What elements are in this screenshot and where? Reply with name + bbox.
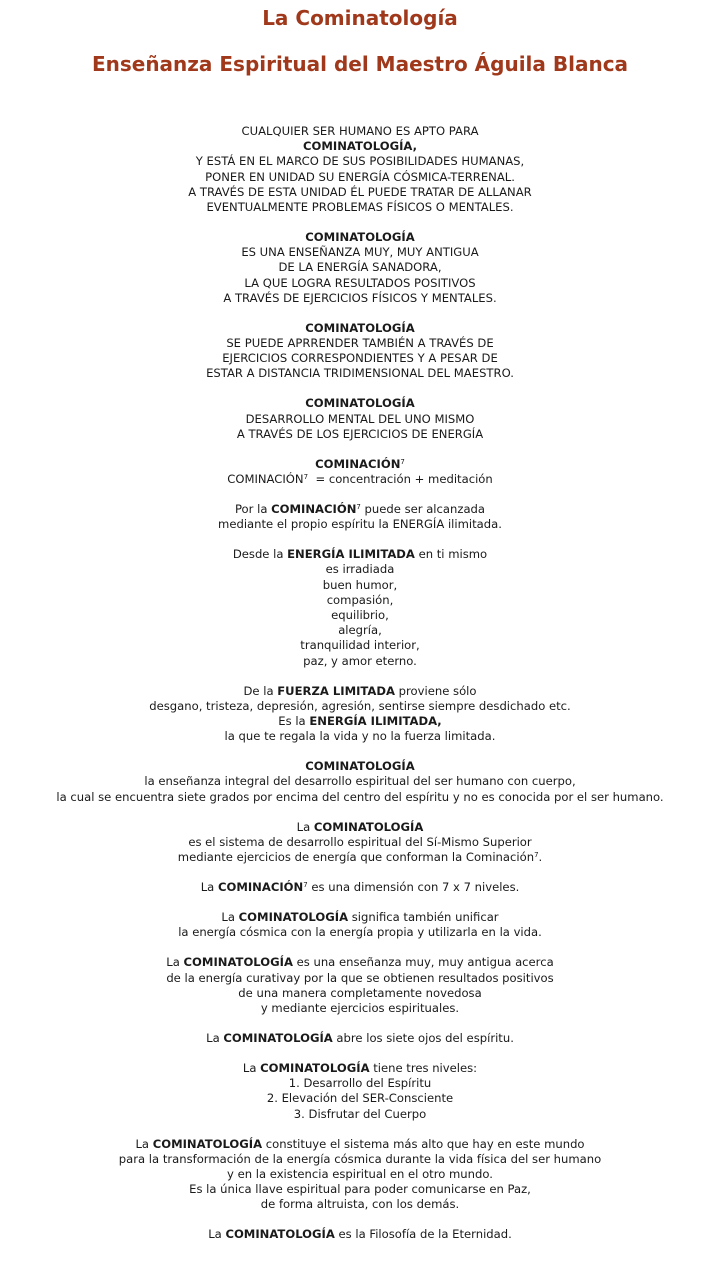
text-line [0,955,720,970]
keyword-cominatologia: COMINATOLOGÍA [183,955,293,970]
text-line: A TRAVÉS DE LOS EJERCICIOS DE ENERGÍA [236,426,484,441]
keyword-cominatologia: COMINATOLOGÍA [305,320,415,335]
paragraph-7 [0,547,720,669]
paragraph-2 [0,230,720,306]
keyword-cominatologia: COMINATOLOGÍA [223,1030,333,1045]
text-line [0,1137,720,1152]
page-subtitle: Enseñanza Espiritual del Maestro Águila Blanca [91,52,629,76]
keyword-energia-ilimitada: ENERGÍA ILIMITADA [287,547,415,562]
text-line [0,1031,720,1046]
keyword-cominatologia: COMINATOLOGÍA, [302,139,417,154]
text-fragment: Es la [278,714,310,729]
text-line: desgano, tristeza, depresión, agresión, sentirse siempre desdichado etc. [149,698,571,713]
text-line [0,1061,720,1076]
text-line: PONER EN UNIDAD SU ENERGÍA CÓSMICA-TERRENAL. [205,169,515,184]
keyword-cominatologia: COMINATOLOGÍA [313,819,424,834]
paragraph-8 [0,684,720,745]
text-line: SE PUEDE APRRENDER TAMBIÉN A TRAVÉS DE [226,336,494,351]
article-body [0,124,720,1257]
text-line: mediante el propio espíritu la ENERGÍA ilimitada. [218,517,502,532]
keyword-cominatologia: COMINATOLOGÍA [152,1136,263,1151]
paragraph-14 [0,1031,720,1046]
text-fragment: es una enseñanza muy, muy antigua acerca [292,955,554,970]
keyword-cominatologia: COMINATOLOGÍA [238,910,349,925]
text-line [0,396,720,411]
term-cominacion: COMINACIÓN [227,472,304,487]
superscript: 7 [303,881,308,890]
text-line: CUALQUIER SER HUMANO ES APTO PARA [241,124,479,138]
paragraph-16 [0,1137,720,1213]
formula-text: = concentración + meditación [315,472,493,487]
text-line: EJERCICIOS CORRESPONDIENTES Y A PESAR DE [222,351,498,366]
text-line: alegría, [338,623,382,638]
text-line: ES UNA ENSEÑANZA MUY, MUY ANTIGUA [241,245,479,260]
text-line [0,910,720,925]
text-line: de forma altruista, con los demás. [260,1197,460,1212]
text-fragment: es la Filosofía de la Eternidad. [334,1227,512,1242]
text-line [0,230,720,245]
text-fragment: puede ser alcanzada [360,502,486,517]
text-line: paz, y amor eterno. [303,653,417,668]
text-fragment: . [538,850,543,865]
text-fragment: significa también unificar [348,910,499,925]
text-line [0,880,720,895]
paragraph-13 [0,955,720,1016]
list-item: 2. Elevación del SER-Consciente [266,1091,454,1106]
text-fragment: La [166,955,184,970]
paragraph-6 [0,502,720,532]
text-fragment: en ti mismo [414,547,488,562]
text-fragment: La [200,880,218,895]
paragraph-1 [0,124,720,215]
paragraph-4 [0,396,720,442]
text-line [0,502,720,517]
text-line [0,684,720,699]
text-fragment: La [135,1136,153,1151]
text-line [0,850,720,865]
text-fragment: es una dimensión con 7 x 7 niveles. [307,880,520,895]
text-line: la energía cósmica con la energía propia y utilizarla en la vida. [178,925,542,940]
text-line: de una manera completamente novedosa [238,985,482,1000]
text-line: LA QUE LOGRA RESULTADOS POSITIVOS [244,275,476,290]
text-line: buen humor, [322,577,398,592]
keyword-cominatologia: COMINATOLOGÍA [225,1227,335,1242]
text-line: y en la existencia espiritual en el otro mundo. [227,1166,493,1181]
paragraph-10 [0,820,720,866]
text-line: y mediante ejercicios espirituales. [260,1000,460,1015]
text-fragment: constituye el sistema más alto que hay en este mundo [262,1136,585,1151]
text-line [0,457,720,472]
superscript: 7 [534,851,539,860]
text-fragment: tiene tres niveles: [369,1060,478,1075]
text-line [0,139,720,154]
text-line: A TRAVÉS DE ESTA UNIDAD ÉL PUEDE TRATAR DE ALLANAR [188,184,532,199]
text-line: EVENTUALMENTE PROBLEMAS FÍSICOS O MENTALES. [206,200,514,215]
keyword-cominatologia: COMINATOLOGÍA [305,230,415,245]
text-line [0,321,720,336]
keyword-cominatologia: COMINATOLOGÍA [260,1060,370,1075]
text-fragment: La [208,1227,226,1242]
keyword-cominacion: COMINACIÓN [315,456,401,471]
page-title: La Cominatología [262,6,458,30]
text-line [0,759,720,774]
text-line: para la transformación de la energía cósmica durante la vida física del ser humano [118,1151,602,1166]
paragraph-3 [0,321,720,382]
text-line: DE LA ENERGÍA SANADORA, [278,260,442,275]
text-line [0,820,720,835]
keyword-cominacion: COMINACIÓN [217,880,304,895]
superscript: 7 [303,473,309,482]
text-line: DESARROLLO MENTAL DEL UNO MISMO [245,411,475,426]
list-item: 1. Desarrollo del Espíritu [288,1076,432,1091]
text-line: la que te regala la vida y no la fuerza limitada. [224,729,496,744]
text-line [0,472,720,487]
text-fragment: Desde la [232,547,288,562]
text-line: equilibrio, [331,608,389,623]
text-line [0,714,720,729]
paragraph-9 [0,759,720,805]
text-fragment: De la [243,683,278,698]
text-line [0,1227,720,1242]
text-line: Y ESTÁ EN EL MARCO DE SUS POSIBILIDADES HUMANAS, [195,154,525,169]
paragraph-17 [0,1227,720,1242]
text-fragment: La [221,910,239,925]
paragraph-5 [0,457,720,487]
superscript: 7 [400,457,405,466]
text-fragment: La [206,1030,224,1045]
keyword-cominacion: COMINACIÓN [271,502,357,517]
text-fragment: mediante ejercicios de energía que conforman la Cominación [177,850,535,865]
text-line: A TRAVÉS DE EJERCICIOS FÍSICOS Y MENTALES. [223,290,497,305]
paragraph-12 [0,910,720,940]
text-line: es el sistema de desarrollo espiritual del Sí-Mismo Superior [188,834,532,849]
superscript: 7 [356,503,361,512]
text-line: ESTAR A DISTANCIA TRIDIMENSIONAL DEL MAESTRO. [206,366,514,381]
text-line: Es la única llave espiritual para poder comunicarse en Paz, [189,1182,531,1197]
keyword-energia-ilimitada: ENERGÍA ILIMITADA, [309,714,442,729]
text-fragment: proviene sólo [395,683,477,698]
text-line: compasión, [326,592,394,607]
text-fragment: La [296,819,314,834]
text-line [0,547,720,562]
text-fragment: Por la [234,502,272,517]
list-item: 3. Disfrutar del Cuerpo [293,1106,427,1121]
text-fragment: La [242,1060,261,1075]
paragraph-11 [0,880,720,895]
text-line: tranquilidad interior, [300,638,420,653]
keyword-cominatologia: COMINATOLOGÍA [305,396,415,411]
text-line: la cual se encuentra siete grados por encima del centro del espíritu y no es conocida por el ser humano. [56,789,664,804]
keyword-cominatologia: COMINATOLOGÍA [305,759,415,774]
paragraph-15 [0,1061,720,1122]
text-line: la enseñanza integral del desarrollo espiritual del ser humano con cuerpo, [144,774,576,789]
keyword-fuerza-limitada: FUERZA LIMITADA [277,683,395,698]
text-line: es irradiada [325,562,395,577]
text-line: de la energía curativay por la que se obtienen resultados positivos [166,970,554,985]
text-fragment: abre los siete ojos del espíritu. [332,1030,514,1045]
